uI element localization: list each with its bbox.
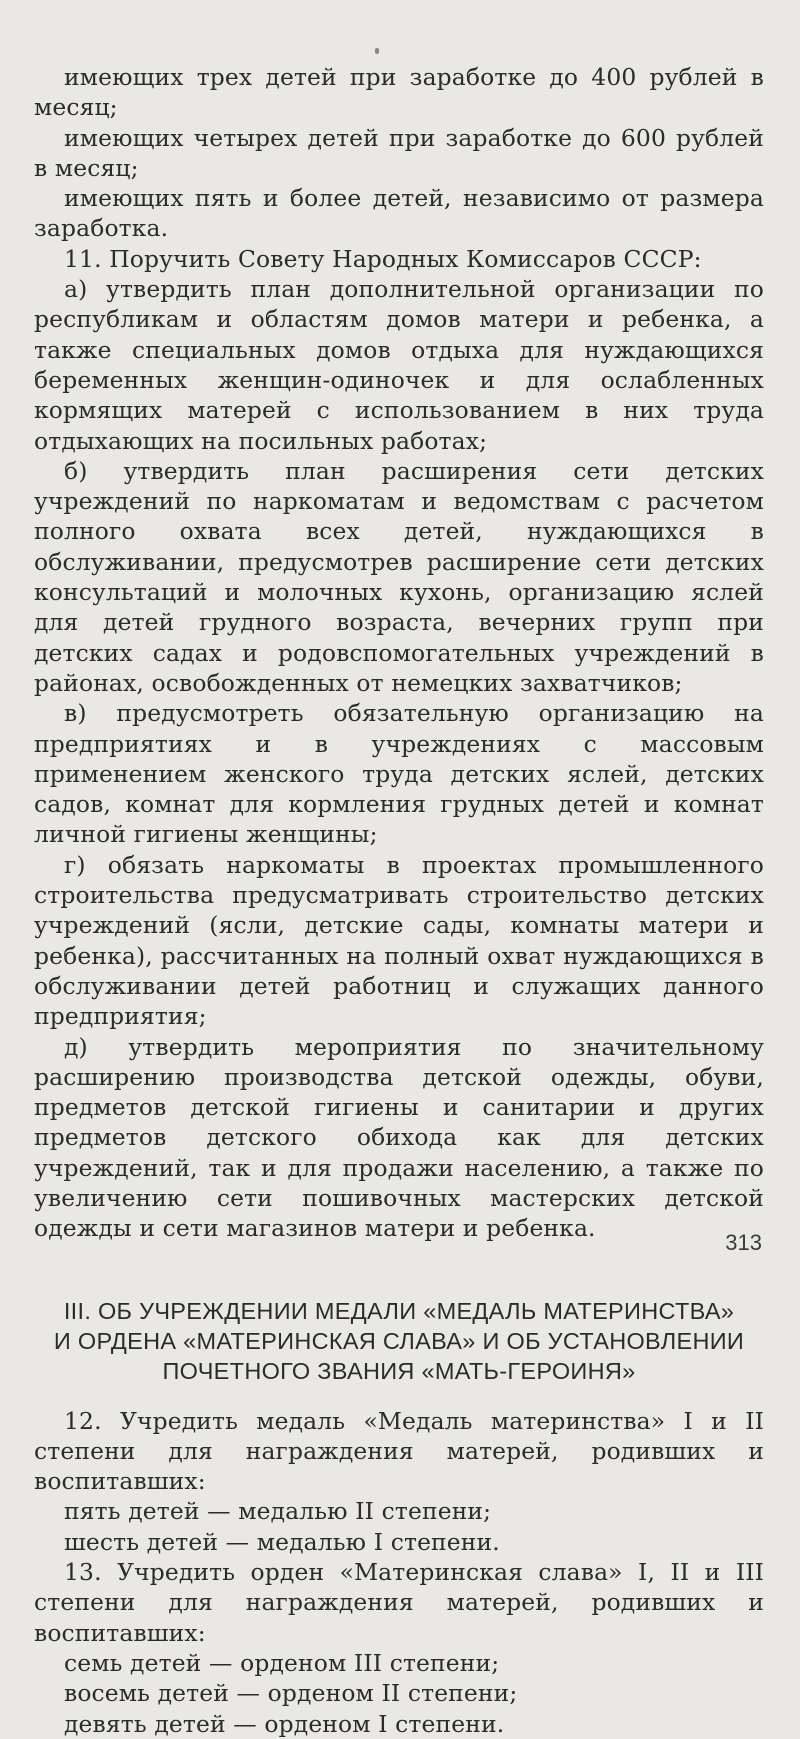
paragraph-five-children-medal: пять детей — медалью II степени;: [64, 1497, 492, 1526]
paragraph-nine-children-order: девять детей — орденом I степени.: [64, 1709, 505, 1738]
print-speck: [375, 48, 379, 54]
paragraph-item-11d: д) утвердить мероприятия по значительному расширению производства детской одежды, обуви, предметов детской гигиены и санитарии и других предметов детского обихода как для детских учреждений, так и для продажи населению, а также по увеличению сети пошивочных мастерских детской одежды и сети магазинов матери и ребенка.: [34, 1032, 764, 1243]
paragraph-item-12: 12. Учредить медаль «Медаль материнства» I и II степени для награждения матерей, родивших и воспитавших:: [34, 1406, 764, 1496]
paragraph-item-11: 11. Поручить Совету Народных Комиссаров СССР:: [64, 244, 702, 273]
paragraph-item-11g: г) обязать наркоматы в проектах промышленного строительства предусматривать строительство детских учреждений (ясли, детские сады, комнаты матери и ребенка), рассчитанных на полный охват нуждающихся в обслуживании детей работниц и служащих данного предприятия;: [34, 850, 764, 1031]
paragraph-eight-children-order: восемь детей — орденом II степени;: [64, 1679, 518, 1708]
section-heading-line-2: И ОРДЕНА «МАТЕРИНСКАЯ СЛАВА» И ОБ УСТАНОВЛЕНИИ: [53, 1327, 745, 1354]
page-number: 313: [725, 1230, 762, 1255]
paragraph-item-11a: а) утвердить план дополнительной организации по республикам и областям домов матери и ребенка, а также специальных домов отдыха для нуждающихся беременных женщин-одиночек и для ослабленных кормящих матерей с использованием в них труда отдыхающих на посильных работах;: [34, 275, 764, 455]
paragraph-item-11v: в) предусмотреть обязательную организацию на предприятиях и в учреждениях с массовым применением женского труда детских яслей, детских садов, комнат для кормления грудных детей и комнат личной гигиены женщины;: [34, 699, 764, 849]
paragraph-six-children-medal: шесть детей — медалью I степени.: [64, 1527, 500, 1556]
document-page: [34, 62, 764, 1739]
paragraph-item-11b: б) утвердить план расширения сети детских учреждений по наркоматам и ведомствам с расчетом полного охвата всех детей, нуждающихся в обслуживании, предусмотрев расширение сети детских консультаций и молочных кухонь, организацию яслей для детей грудного возраста, вечерних групп при детских садах и родовспомогательных учреждений в районах, освобожденных от немецких захватчиков;: [34, 456, 764, 697]
paragraph-four-children: имеющих четырех детей при заработке до 600 рублей в месяц;: [34, 123, 764, 182]
paragraph-item-13: 13. Учредить орден «Материнская слава» I, II и III степени для награждения матерей, родивших и воспитавших:: [34, 1558, 764, 1647]
paragraph-five-children: имеющих пять и более детей, независимо от размера заработка.: [34, 184, 764, 243]
section-heading: [34, 1296, 764, 1386]
paragraph-three-children: имеющих трех детей при заработке до 400 рублей в месяц;: [34, 63, 764, 122]
section-heading-line-3: ПОЧЕТНОГО ЗВАНИЯ «МАТЬ-ГЕРОИНЯ»: [162, 1357, 636, 1384]
section-heading-line-1: III. ОБ УЧРЕЖДЕНИИ МЕДАЛИ «МЕДАЛЬ МАТЕРИНСТВА»: [63, 1297, 735, 1324]
paragraph-seven-children-order: семь детей — орденом III степени;: [64, 1648, 500, 1677]
